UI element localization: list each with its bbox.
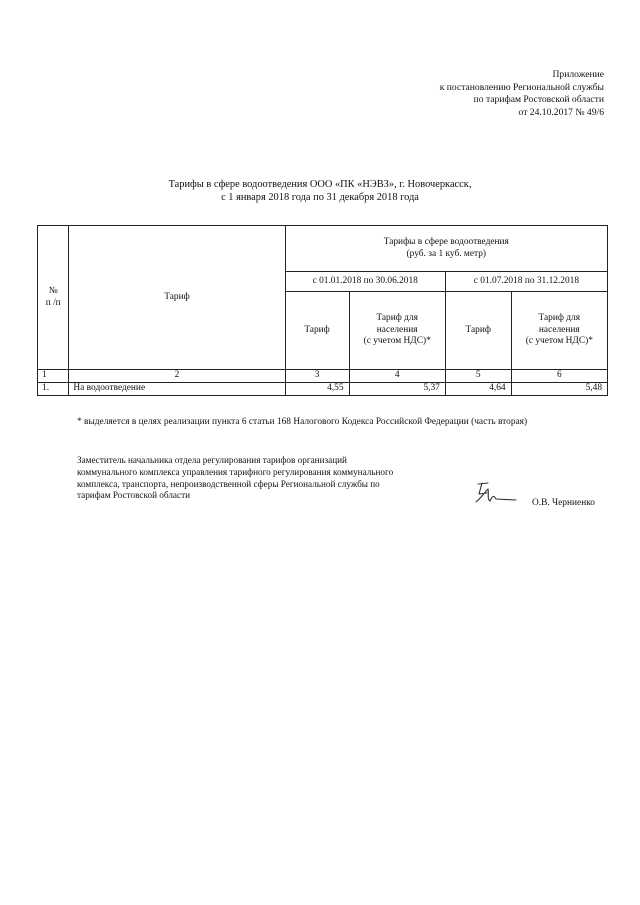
row-value: 5,37 [349,383,445,396]
column-number: 4 [349,370,445,383]
column-number: 1 [38,370,69,383]
tariffs-table [37,225,608,396]
appendix-line: к постановлению Региональной службы [439,81,604,93]
column-number: 2 [69,370,285,383]
title-line: Тарифы в сфере водоотведения ООО «ПК «НЭВЗ», г. Новочеркасск, [168,179,472,190]
column-number: 5 [445,370,511,383]
position-line: Заместитель начальника отдела регулирования тарифов организаций [77,455,347,465]
signer-name: О.В. Черниенко [532,498,595,508]
row-value: 4,64 [445,383,511,396]
appendix-header [440,69,604,119]
header-group: Тарифы в сфере водоотведения (руб. за 1 куб. метр) [285,226,607,272]
row-name: На водоотведение [69,383,285,396]
header-sub-population: Тариф для населения (с учетом НДС)* [349,292,445,370]
header-number: № п /п [38,226,69,370]
position-line: комплекса, транспорта, непроизводственной сферы Региональной службы по [77,478,380,489]
header-tariff: Тариф [69,226,285,370]
appendix-line: по тарифам Ростовской области [473,94,604,106]
row-value: 4,55 [285,383,349,396]
header-sub-tariff: Тариф [445,292,511,370]
handwritten-signature [472,480,520,508]
column-number: 3 [285,370,349,383]
document-title [0,178,640,204]
row-number: 1. [38,383,69,396]
position-line: тарифам Ростовской области [77,490,191,501]
column-number: 6 [511,370,607,383]
appendix-line: Приложение [552,69,604,80]
appendix-line: от 24.10.2017 № 49/6 [518,106,604,118]
footnote: * выделяется в целях реализации пункта 6 статьи 168 Налогового Кодекса Российской Федерации (часть вторая) [77,417,528,427]
header-sub-population: Тариф для населения (с учетом НДС)* [511,292,607,370]
table-row [38,383,608,396]
header-period-2: с 01.07.2018 по 31.12.2018 [445,272,607,292]
header-period-1: с 01.01.2018 по 30.06.2018 [285,272,445,292]
signatory-position [77,455,457,502]
column-numbers-row [38,370,608,383]
row-value: 5,48 [511,383,607,396]
title-line: с 1 января 2018 года по 31 декабря 2018 года [221,192,419,203]
header-sub-tariff: Тариф [285,292,349,370]
position-line: коммунального комплекса управления тарифного регулирования коммунального [77,466,394,477]
